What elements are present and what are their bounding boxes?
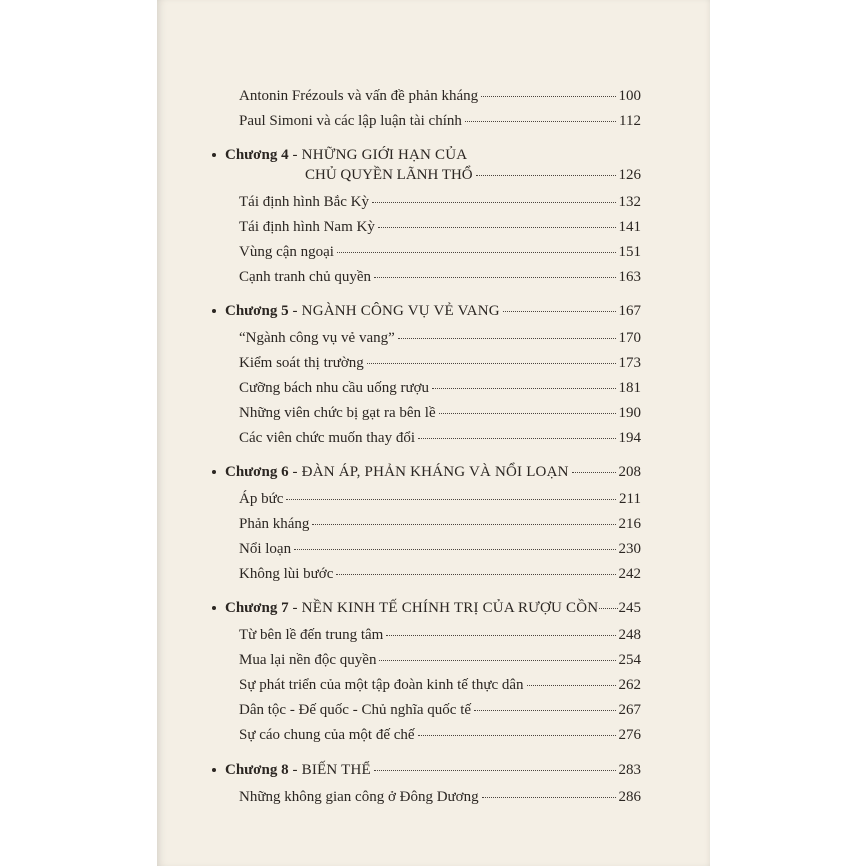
entry-page: 141: [618, 219, 641, 235]
toc-chapter: [225, 761, 641, 779]
entry-title: Paul Simoni và các lập luận tài chính: [239, 113, 462, 129]
entry-title: “Ngành công vụ vẻ vang”: [239, 330, 395, 346]
toc-entry: [239, 112, 641, 130]
dot-leader: [432, 388, 615, 389]
dot-leader: [599, 608, 617, 609]
dot-leader: [465, 121, 616, 122]
dot-leader: [482, 797, 616, 798]
entry-title: Vùng cận ngoại: [239, 244, 334, 260]
entry-title: Các viên chức muốn thay đổi: [239, 430, 416, 446]
toc-entry: [239, 540, 641, 558]
toc-entry: [239, 329, 641, 347]
entry-title: Cưỡng bách nhu cầu uống rượu: [239, 380, 430, 396]
toc-chapter: [225, 599, 641, 617]
bullet-icon: [212, 768, 216, 772]
entry-page: 190: [618, 405, 641, 421]
dot-leader: [374, 277, 615, 278]
chapter-title: - BIẾN THỂ: [288, 762, 371, 778]
entry-title: Kiểm soát thị trường: [239, 355, 364, 371]
dot-leader: [294, 549, 615, 550]
entry-page: 208: [618, 464, 641, 480]
dot-leader: [372, 202, 616, 203]
chapter-title: - NHỮNG GIỚI HẠN CỦA: [288, 147, 468, 163]
entry-title: Tái định hình Bắc Kỳ: [239, 194, 369, 210]
dot-leader: [439, 413, 616, 414]
entry-page: 262: [618, 677, 641, 693]
entry-page: 254: [618, 652, 641, 668]
entry-page: 283: [618, 762, 641, 778]
toc-entry: [239, 676, 641, 694]
dot-leader: [572, 472, 616, 473]
dot-leader: [337, 252, 616, 253]
toc-entry: [239, 354, 641, 372]
toc-entry: [239, 268, 641, 286]
entry-title: Dân tộc - Đế quốc - Chủ nghĩa quốc tế: [239, 702, 472, 718]
toc-entry: [239, 218, 641, 236]
entry-page: 248: [618, 627, 641, 643]
toc-entry: [239, 243, 641, 261]
entry-page: 276: [618, 727, 641, 743]
toc-chapter: [225, 302, 641, 320]
dot-leader: [481, 96, 615, 97]
dot-leader: [476, 175, 616, 176]
toc-entry: [239, 429, 641, 447]
toc-entry: [239, 379, 641, 397]
entry-page: 170: [618, 330, 641, 346]
chapter-number: Chương 4: [225, 147, 289, 163]
bullet-icon: [212, 153, 216, 157]
bullet-icon: [212, 470, 216, 474]
chapter-number: Chương 8: [225, 762, 289, 778]
dot-leader: [418, 735, 616, 736]
chapter-title: - ĐÀN ÁP, PHẢN KHÁNG VÀ NỔI LOẠN: [288, 464, 569, 480]
toc-entry: [239, 404, 641, 422]
entry-page: 230: [618, 541, 641, 557]
entry-page: 286: [618, 789, 641, 805]
toc-entry: [239, 626, 641, 644]
dot-leader: [474, 710, 615, 711]
bullet-icon: [212, 606, 216, 610]
chapter-title: - NGÀNH CÔNG VỤ VẺ VANG: [288, 303, 500, 319]
table-of-contents: [157, 0, 710, 866]
chapter-number: Chương 5: [225, 303, 289, 319]
dot-leader: [503, 311, 616, 312]
entry-page: 181: [618, 380, 641, 396]
entry-title: Tái định hình Nam Kỳ: [239, 219, 375, 235]
toc-entry: [239, 565, 641, 583]
dot-leader: [379, 660, 615, 661]
entry-title: Antonin Frézouls và vấn đề phản kháng: [239, 88, 479, 104]
book-page: [157, 0, 710, 866]
entry-page: 163: [618, 269, 641, 285]
entry-title: Nổi loạn: [239, 541, 292, 557]
entry-page: 151: [618, 244, 641, 260]
dot-leader: [336, 574, 615, 575]
entry-title: Phản kháng: [239, 516, 310, 532]
chapter-number: Chương 7: [225, 600, 289, 616]
entry-page: 112: [619, 113, 641, 129]
entry-title: Cạnh tranh chủ quyền: [239, 269, 372, 285]
toc-entry: [239, 701, 641, 719]
entry-page: 242: [618, 566, 641, 582]
chapter-title: - NỀN KINH TẾ CHÍNH TRỊ CỦA RƯỢU CỒN: [288, 600, 599, 616]
entry-page: 173: [618, 355, 641, 371]
entry-title: Từ bên lề đến trung tâm: [239, 627, 384, 643]
dot-leader: [386, 635, 615, 636]
chapter-title-cont: CHỦ QUYỀN LÃNH THỔ: [305, 167, 473, 183]
toc-entry: [239, 87, 641, 105]
entry-page: 167: [618, 303, 641, 319]
entry-title: Những viên chức bị gạt ra bên lề: [239, 405, 436, 421]
toc-entry: [239, 726, 641, 744]
chapter-number: Chương 6: [225, 464, 289, 480]
dot-leader: [312, 524, 615, 525]
entry-page: 211: [619, 491, 641, 507]
entry-page: 132: [618, 194, 641, 210]
entry-page: 245: [618, 600, 641, 616]
toc-entry: [239, 193, 641, 211]
entry-page: 100: [618, 88, 641, 104]
entry-page: 194: [618, 430, 641, 446]
toc-entry: [239, 651, 641, 669]
toc-chapter: [225, 146, 641, 186]
dot-leader: [286, 499, 616, 500]
entry-page: 126: [618, 167, 641, 183]
bullet-icon: [212, 309, 216, 313]
toc-entry: [239, 788, 641, 806]
toc-chapter: [225, 463, 641, 481]
entry-title: Sự cáo chung của một đế chế: [239, 727, 415, 743]
toc-entry: [239, 515, 641, 533]
dot-leader: [374, 770, 616, 771]
entry-title: Sự phát triển của một tập đoàn kinh tế thực dân: [239, 677, 524, 693]
entry-title: Áp bức: [239, 491, 284, 507]
dot-leader: [398, 338, 616, 339]
entry-page: 267: [618, 702, 641, 718]
dot-leader: [527, 685, 616, 686]
entry-title: Những không gian công ở Đông Dương: [239, 789, 479, 805]
dot-leader: [418, 438, 615, 439]
dot-leader: [378, 227, 616, 228]
entry-title: Mua lại nền độc quyền: [239, 652, 377, 668]
dot-leader: [367, 363, 616, 364]
toc-entry: [239, 490, 641, 508]
entry-page: 216: [618, 516, 641, 532]
entry-title: Không lùi bước: [239, 566, 334, 582]
